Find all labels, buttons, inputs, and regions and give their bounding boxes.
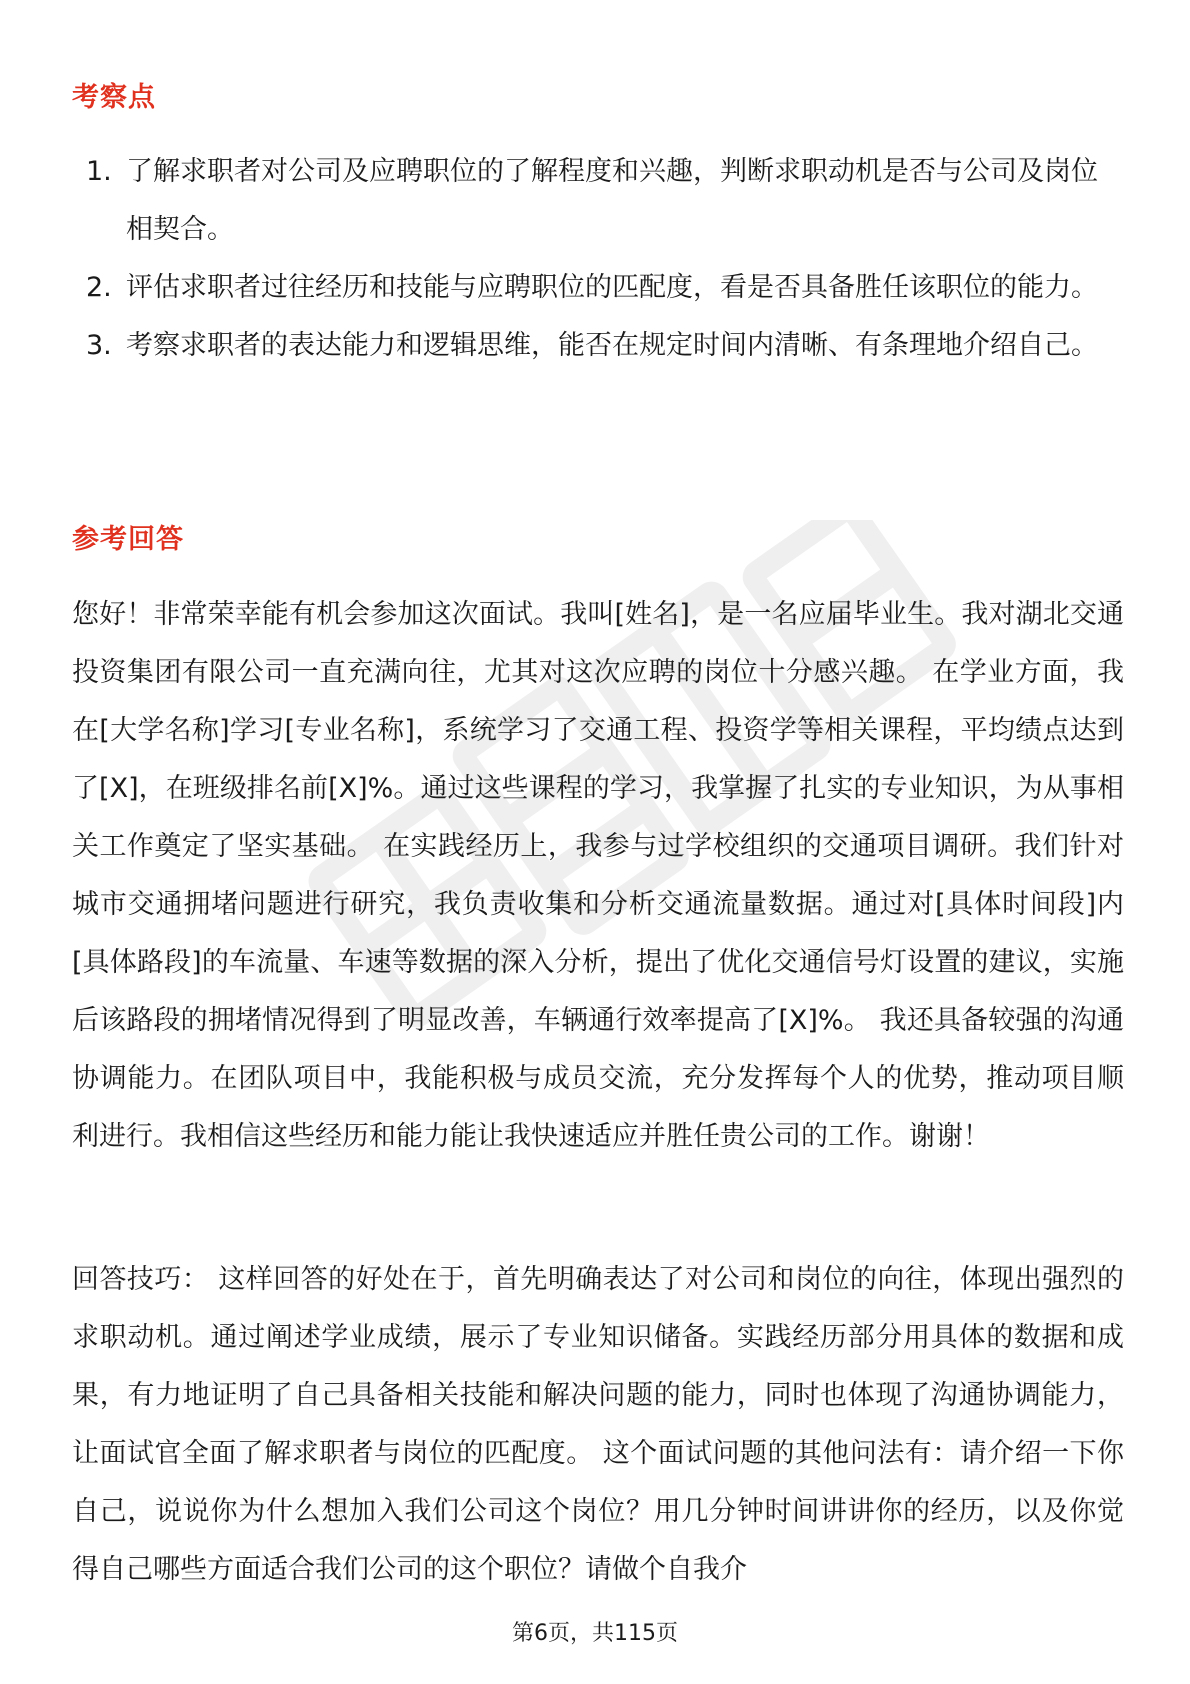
exam-points-list [72, 143, 1122, 375]
list-item-number: 3. [86, 330, 112, 361]
list-item [72, 317, 1122, 375]
list-item-text: 了解求职者对公司及应聘职位的了解程度和兴趣，判断求职动机是否与公司及岗位相契合。 [126, 156, 1098, 245]
section-heading-reference-answer: 参考回答 [72, 524, 184, 555]
list-item-number: 2. [86, 272, 112, 303]
list-item-text: 考察求职者的表达能力和逻辑思维，能否在规定时间内清晰、有条理地介绍自己。 [126, 330, 1098, 361]
section-heading-exam-points: 考察点 [72, 82, 156, 113]
page-number: 第6页，共115页 [512, 1621, 678, 1646]
reference-answer-paragraph: 您好！非常荣幸能有机会参加这次面试。我叫[姓名]，是一名应届毕业生。我对湖北交通投资集团有限公司一直充满向往，尤其对这次应聘的岗位十分感兴趣。 在学业方面，我在[大学名称]学习[专业名称]，系统学习了交通工程、投资学等相关课程，平均绩点达到了[X]，在班级排名前[X]%。通过这些课程的学习，我掌握了扎实的专业知识，为从事相关工作奠定了坚实基础。 在实践经历上，我参与过学校组织的交通项目调研。我们针对城市交通拥堵问题进行研究，我负责收集和分析交通流量数据。通过对[具体时间段]内[具体路段]的车流量、车速等数据的深入分析，提出了优化交通信号灯设置的建议，实施后该路段的拥堵情况得到了明显改善，车辆通行效率提高了[X]%。 我还具备较强的沟通协调能力。在团队项目中，我能积极与成员交流，充分发挥每个人的优势，推动项目顺利进行。我相信这些经历和能力能让我快速适应并胜任贵公司的工作。谢谢！ [72, 599, 1124, 1152]
list-item-number: 1. [86, 156, 112, 187]
list-item-text: 评估求职者过往经历和技能与应聘职位的匹配度，看是否具备胜任该职位的能力。 [126, 272, 1098, 303]
list-item [72, 259, 1122, 317]
answer-tips-paragraph: 回答技巧： 这样回答的好处在于，首先明确表达了对公司和岗位的向往，体现出强烈的求职动机。通过阐述学业成绩，展示了专业知识储备。实践经历部分用具体的数据和成果，有力地证明了自己具备相关技能和解决问题的能力，同时也体现了沟通协调能力，让面试官全面了解求职者与岗位的匹配度。 这个面试问题的其他问法有：请介绍一下你自己，说说你为什么想加入我们公司这个岗位？用几分钟时间讲讲你的经历，以及你觉得自己哪些方面适合我们公司的这个职位？请做个自我介 [72, 1264, 1124, 1585]
list-item [72, 143, 1122, 259]
